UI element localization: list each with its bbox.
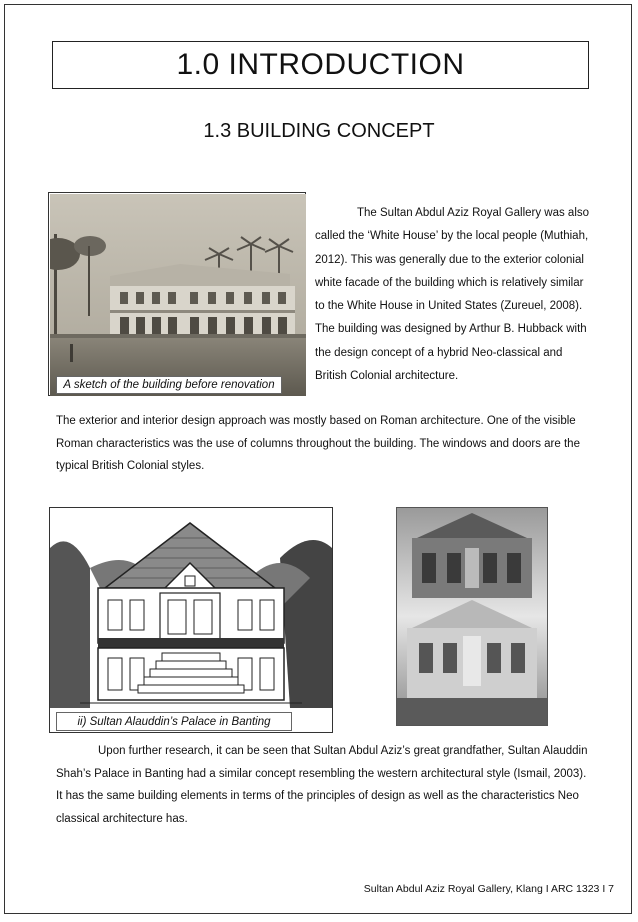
page-footer: Sultan Abdul Aziz Royal Gallery, Klang I ARC 1323 I 7 <box>363 883 614 895</box>
figure1-caption: A sketch of the building before renovation <box>56 376 282 394</box>
title-box <box>52 41 589 89</box>
section-subtitle <box>0 120 638 143</box>
intro-paragraph: The Sultan Abdul Aziz Royal Gallery was also called the ‘White House’ by the local people (Muthiah, 2012). This was generally due to the exterior colonial white facade of the building which is relatively similar to the White House in United States (Zureuel, 2008). The building was designed by Arthur B. Hubback with the design concept of a hybrid Neo-classical and British Colonial architecture. <box>315 207 590 383</box>
page-title: 1.0 INTRODUCTION <box>176 48 465 81</box>
palace-sketch-figure <box>49 507 333 733</box>
roman-text-block <box>56 410 586 478</box>
gallery-bw-image <box>397 508 547 725</box>
research-text-block <box>56 740 588 830</box>
roman-paragraph: The exterior and interior design approach was mostly based on Roman architecture. One of the visible Roman characteristics was the use of columns throughout the building. The windows and doors are the typical British Colonial styles. <box>56 415 580 472</box>
section-subtitle-text: 1.3 BUILDING CONCEPT <box>203 120 435 142</box>
intro-text-block <box>315 202 590 388</box>
gallery-bw-photo <box>396 507 548 726</box>
building-photo-figure <box>48 192 306 396</box>
building-photo-image <box>50 194 306 396</box>
figure2-caption: ii) Sultan Alauddin’s Palace in Banting <box>56 712 292 731</box>
research-paragraph: Upon further research, it can be seen that Sultan Abdul Aziz’s great grandfather, Sultan Alauddin Shah’s Palace in Banting had a similar concept resembling the western architectural style (Ismail, 2003). It has the same building elements in terms of the principles of design as well as the characteristics Neo classical architecture has. <box>56 745 588 825</box>
palace-sketch-image <box>50 508 332 732</box>
